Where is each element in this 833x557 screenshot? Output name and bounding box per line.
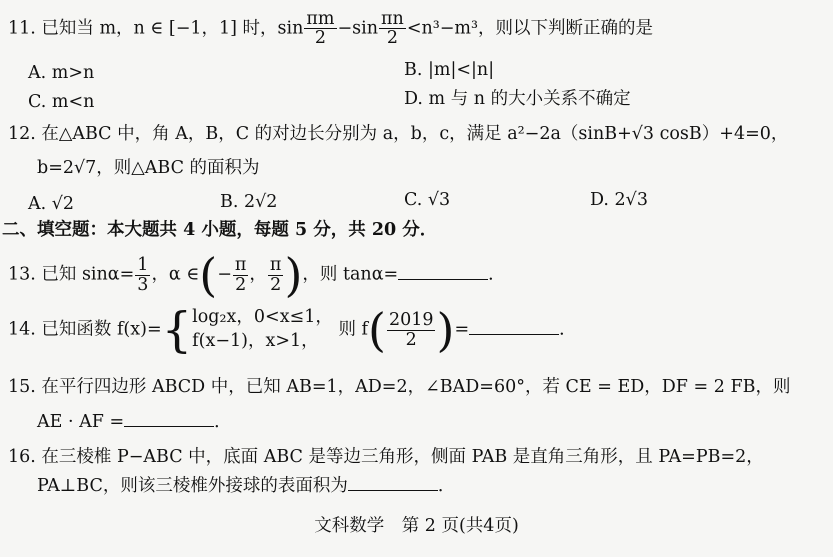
q13-hi-den: 2 xyxy=(270,274,282,295)
q11-option-a: A. m>n xyxy=(28,63,95,83)
q12-option-b: B. 2√2 xyxy=(220,192,278,212)
q13-lo-num: π xyxy=(234,255,247,276)
q11-option-c: C. m<n xyxy=(28,92,95,112)
q13-neg: − xyxy=(217,264,232,285)
q11-frac2 xyxy=(379,10,406,48)
q14-frac-num: 2019 xyxy=(388,310,434,331)
q12-stem-line2: b=2√7，则△ABC 的面积为 xyxy=(37,158,260,178)
q16-end: ． xyxy=(437,476,456,496)
q13-frac-den: 3 xyxy=(137,274,149,295)
q13-frac-lo xyxy=(233,256,249,294)
q13-comma: ， xyxy=(249,264,267,285)
q15-end: ． xyxy=(214,412,232,432)
q11-frac1 xyxy=(304,10,336,48)
q13-mid: ，α ∈ xyxy=(151,264,200,285)
q15-stem-line1: 15. 在平行四边形 ABCD 中，已知 AB=1，AD=2，∠BAD=60°，若 CE = ED，DF = 2 FB，则 xyxy=(8,377,791,397)
q15-line2: AE · AF = xyxy=(37,412,125,432)
q13-lead: 13. 已知 sinα= xyxy=(8,264,135,285)
q14-end: ． xyxy=(559,319,577,340)
q15-answer-blank[interactable] xyxy=(124,425,214,427)
q14-right-paren: ) xyxy=(436,303,455,357)
q13-right-paren: ) xyxy=(284,248,303,302)
q16-stem-line1: 16. 在三棱椎 P−ABC 中，底面 ABC 是等边三角形，侧面 PAB 是直角三角形，且 PA=PB=2， xyxy=(8,447,764,467)
q11-stem-a: 11. 已知当 m，n ∈ [−1，1] 时，sin xyxy=(8,18,304,39)
q14-frac-den: 2 xyxy=(405,329,417,350)
q11-stem-b: <n³−m³，则以下判断正确的是 xyxy=(406,18,654,39)
q14-case2: f(x−1)，x>1， xyxy=(192,331,319,351)
q13-frac-hi xyxy=(268,256,284,294)
q16-stem-line2 xyxy=(37,476,455,497)
q11-frac1-num: πm xyxy=(306,9,335,29)
q14-left-paren: ( xyxy=(367,303,386,357)
q11-stem xyxy=(8,10,653,48)
q11-frac2-den: 2 xyxy=(386,28,398,49)
q12-option-a: A. √2 xyxy=(28,194,75,214)
q16-line2: PA⊥BC，则该三棱椎外接球的表面积为 xyxy=(37,476,348,496)
q13-frac-num: 1 xyxy=(137,255,149,276)
q12-stem-line1: 12. 在△ABC 中，角 A，B，C 的对边长分别为 a，b，c，满足 a²−2a（sinB+√3 cosB）+4=0， xyxy=(8,124,789,144)
page-footer: 文科数学 第 2 页(共4页) xyxy=(314,516,519,536)
q11-option-d: D. m 与 n 的大小关系不确定 xyxy=(404,89,631,109)
q12-option-d: D. 2√3 xyxy=(590,190,648,210)
q14-stem xyxy=(8,302,577,358)
q14-eq: = xyxy=(454,319,470,340)
q11-frac1-den: 2 xyxy=(314,28,327,49)
q15-stem-line2 xyxy=(37,412,232,433)
q14-brace: { xyxy=(161,302,193,358)
q11-frac2-num: πn xyxy=(381,9,404,29)
q14-case1: log₂x，0<x≤1， xyxy=(192,307,333,328)
q13-frac-sin xyxy=(135,256,150,294)
q13-lo-den: 2 xyxy=(235,274,247,295)
q13-left-paren: ( xyxy=(199,248,218,302)
q11-minus-sin: −sin xyxy=(337,18,379,39)
q14-mid: 则 f xyxy=(338,319,368,340)
q16-answer-blank[interactable] xyxy=(348,489,438,491)
section-fill-in-header: 二、填空题：本大题共 4 小题，每题 5 分，共 20 分． xyxy=(2,220,438,240)
q14-frac xyxy=(387,311,436,349)
q14-answer-blank[interactable] xyxy=(469,333,559,335)
q13-stem xyxy=(8,248,506,302)
q13-end: ． xyxy=(488,264,506,285)
q14-piecewise xyxy=(192,306,333,353)
q11-option-b: B. |m|<|n| xyxy=(404,60,495,80)
q13-tail: ，则 tanα= xyxy=(302,264,399,285)
q13-hi-num: π xyxy=(269,255,282,276)
q12-option-c: C. √3 xyxy=(404,190,451,210)
q14-lead: 14. 已知函数 f(x)= xyxy=(8,319,162,340)
q13-answer-blank[interactable] xyxy=(398,278,488,280)
